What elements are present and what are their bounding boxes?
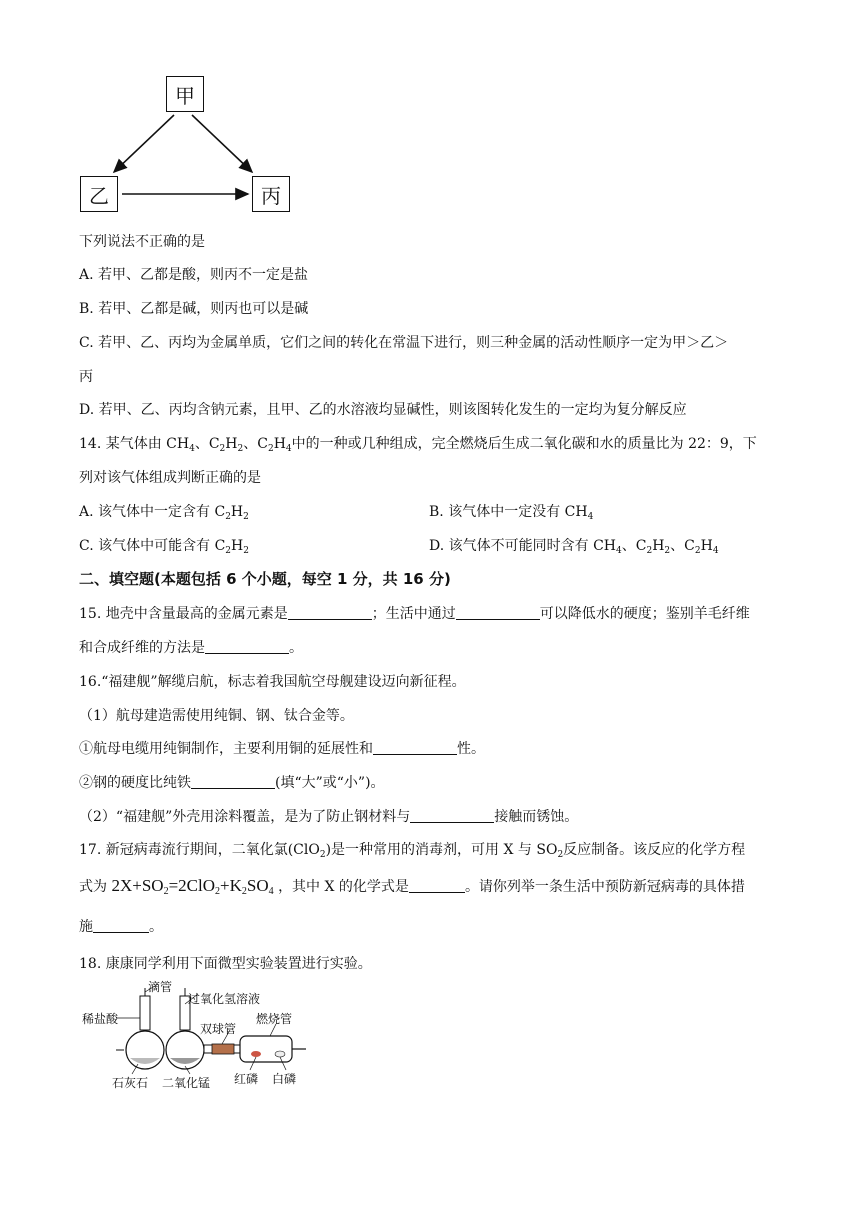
label-mno2: 二氧化锰	[162, 1076, 211, 1090]
q16-sub1: （1）航母建造需使用纯铜、钢、钛合金等。	[79, 708, 354, 724]
q16-sub1b: ②钢的硬度比纯铁 (填“大”或“小”)。	[79, 775, 385, 791]
q16-blank-1[interactable]	[373, 740, 457, 755]
arrow-jia-to-yi	[114, 115, 174, 172]
q16-sub2: （2）“福建舰”外壳用涂料覆盖，是为了防止钢材料与 接触而锈蚀。	[79, 809, 579, 825]
q14-option-b: B. 该气体中一定没有 $CH_4$	[429, 504, 594, 522]
q16-sub1a: ①航母电缆用纯铜制作，主要利用铜的延展性和 性。	[79, 741, 485, 757]
q13-option-d: D. 若甲、乙、丙均含钠元素，且甲、乙的水溶液均显碱性，则该图转化发生的一定均为复分解反应	[79, 402, 687, 418]
q13-option-c: C. 若甲、乙、丙均为金属单质，它们之间的转化在常温下进行，则三种金属的活动性顺序一定为甲＞乙＞	[79, 335, 729, 351]
label-white-phosphorus: 白磷	[272, 1072, 297, 1086]
q15-blank-1[interactable]	[288, 605, 372, 620]
label-double-bulb: 双球管	[200, 1022, 237, 1036]
section-heading-fill-in: 二、填空题(本题包括 6 个小题，每空 1 分，共 16 分)	[79, 570, 451, 588]
node-yi: 乙	[80, 176, 118, 212]
q14-stem: 14. 某气体由 $CH_4$、$C_2H_2$、$C_2H_4$中的一种或几种组成，完全燃烧后生成二氧化碳和水的质量比为 22：9，下	[79, 436, 757, 454]
q14-stem-cont: 列对该气体组成判断正确的是	[79, 470, 261, 486]
q18-stem: 18. 康康同学利用下面微型实验装置进行实验。	[79, 956, 372, 972]
q15-line2: 和合成纤维的方法是 。	[79, 640, 303, 656]
q15-line1: 15. 地壳中含量最高的金属元素是 ；生活中通过 可以降低水的硬度；鉴别羊毛纤维	[79, 606, 750, 622]
label-h2o2: 过氧化氢溶液	[188, 992, 261, 1006]
label-red-phosphorus: 红磷	[234, 1072, 259, 1086]
label-dropper: 滴管	[148, 980, 173, 994]
label-hcl: 稀盐酸	[82, 1012, 119, 1026]
q16-stem: 16.“福建舰”解缆启航，标志着我国航空母舰建设迈向新征程。	[79, 674, 466, 690]
q14-option-d: D. 该气体不可能同时含有 $CH_4$、$C_2H_2$、$C_2H_4$	[429, 538, 719, 556]
q16-blank-3[interactable]	[410, 808, 494, 823]
q13-option-a: A. 若甲、乙都是酸，则丙不一定是盐	[79, 267, 309, 283]
q13-stem: 下列说法不正确的是	[79, 234, 205, 250]
node-bing: 丙	[252, 176, 290, 212]
label-combustion-tube: 燃烧管	[256, 1012, 293, 1026]
q14-option-a: A. 该气体中一定含有 $C_2H_2$	[79, 504, 249, 522]
node-jia: 甲	[166, 76, 204, 112]
chemical-equation: $2X+SO_2=2ClO_2+K_2SO_4$	[111, 876, 274, 897]
q13-option-c-cont: 丙	[79, 369, 93, 385]
q17-blank-1[interactable]	[409, 878, 465, 893]
q15-blank-3[interactable]	[205, 639, 289, 654]
q17-line2: 式为 $2X+SO_2=2ClO_2+K_2SO_4$ ，其中 X 的化学式是 。请你列举一条生活中预防新冠病毒的具体措	[79, 876, 745, 897]
arrow-jia-to-bing	[192, 115, 252, 172]
label-limestone: 石灰石	[112, 1076, 149, 1090]
q15-blank-2[interactable]	[456, 605, 540, 620]
q17-line3: 施 。	[79, 919, 163, 935]
q16-blank-2[interactable]	[191, 774, 275, 789]
q17-line1: 17. 新冠病毒流行期间，二氧化氯(ClO$_2$)是一种常用的消毒剂，可用 X 与 $SO_2$反应制备。该反应的化学方程	[79, 842, 746, 860]
q13-option-b: B. 若甲、乙都是碱，则丙也可以是碱	[79, 301, 309, 317]
q17-blank-2[interactable]	[93, 918, 149, 933]
q14-option-c: C. 该气体中可能含有 $C_2H_2$	[79, 538, 249, 556]
apparatus-figure	[80, 978, 320, 1098]
